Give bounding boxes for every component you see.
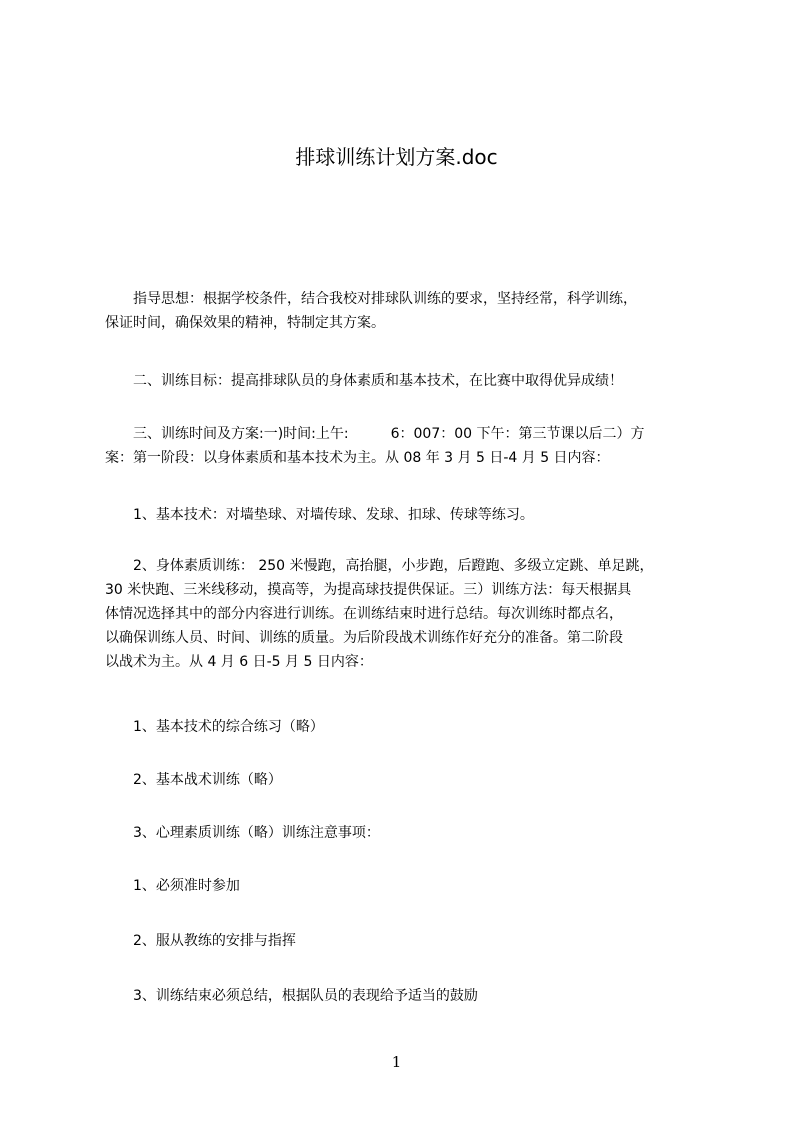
text-line: 3、训练结束必须总结，根据队员的表现给予适当的鼓励 bbox=[105, 988, 478, 1004]
page-number: 1 bbox=[391, 1053, 402, 1071]
paragraph-mental-training bbox=[105, 821, 715, 845]
text-line: 指导思想：根据学校条件，结合我校对排球队训练的要求，坚持经常，科学训练， bbox=[105, 291, 637, 307]
text-line: 1、基本技术：对墙垫球、对墙传球、发球、扣球、传球等练习。 bbox=[105, 507, 534, 523]
paragraph-attend-on-time bbox=[105, 874, 715, 898]
paragraph-combined-practice bbox=[105, 715, 715, 739]
text-line: 二、训练目标：提高排球队员的身体素质和基本技术，在比赛中取得优异成绩！ bbox=[105, 373, 623, 389]
text-line: 30 米快跑、三米线移动，摸高等，为提高球技提供保证。三）训练方法：每天根据具 bbox=[105, 582, 632, 598]
paragraph-guiding-idea bbox=[105, 287, 715, 335]
text-line: 2、服从教练的安排与指挥 bbox=[105, 933, 296, 949]
paragraph-summary-encourage bbox=[105, 984, 715, 1008]
paragraph-training-goal bbox=[105, 369, 715, 393]
text-line: 以战术为主。从 4 月 6 日-5 月 5 日内容： bbox=[105, 654, 373, 670]
text-line: 3、心理素质训练（略）训练注意事项： bbox=[105, 825, 380, 841]
text-line: 1、基本技术的综合练习（略） bbox=[105, 719, 324, 735]
paragraph-tactics-training bbox=[105, 768, 715, 792]
paragraph-training-schedule bbox=[105, 422, 715, 470]
text-line: 体情况选择其中的部分内容进行训练。在训练结束时进行总结。每次训练时都点名， bbox=[105, 606, 623, 622]
paragraph-follow-coach bbox=[105, 929, 715, 953]
text-line: 1、必须准时参加 bbox=[105, 878, 240, 894]
text-line: 以确保训练人员、时间、训练的质量。为后阶段战术训练作好充分的准备。第二阶段 bbox=[105, 630, 623, 646]
paragraph-physical-training bbox=[105, 554, 715, 674]
text-line: 保证时间，确保效果的精神，特制定其方案。 bbox=[105, 315, 385, 331]
text-line: 三、训练时间及方案:一)时间:上午: 6：007：00 下午：第三节课以后二）方 bbox=[105, 426, 645, 442]
document-title: 排球训练计划方案.doc bbox=[295, 145, 498, 169]
paragraph-basic-skills bbox=[105, 503, 715, 527]
text-line: 2、身体素质训练： 250 米慢跑，高抬腿，小步跑，后蹬跑、多级立定跳、单足跳， bbox=[105, 558, 654, 574]
text-line: 2、基本战术训练（略） bbox=[105, 772, 282, 788]
text-line: 案：第一阶段：以身体素质和基本技术为主。从 08 年 3 月 5 日-4 月 5 日内容： bbox=[105, 450, 610, 466]
